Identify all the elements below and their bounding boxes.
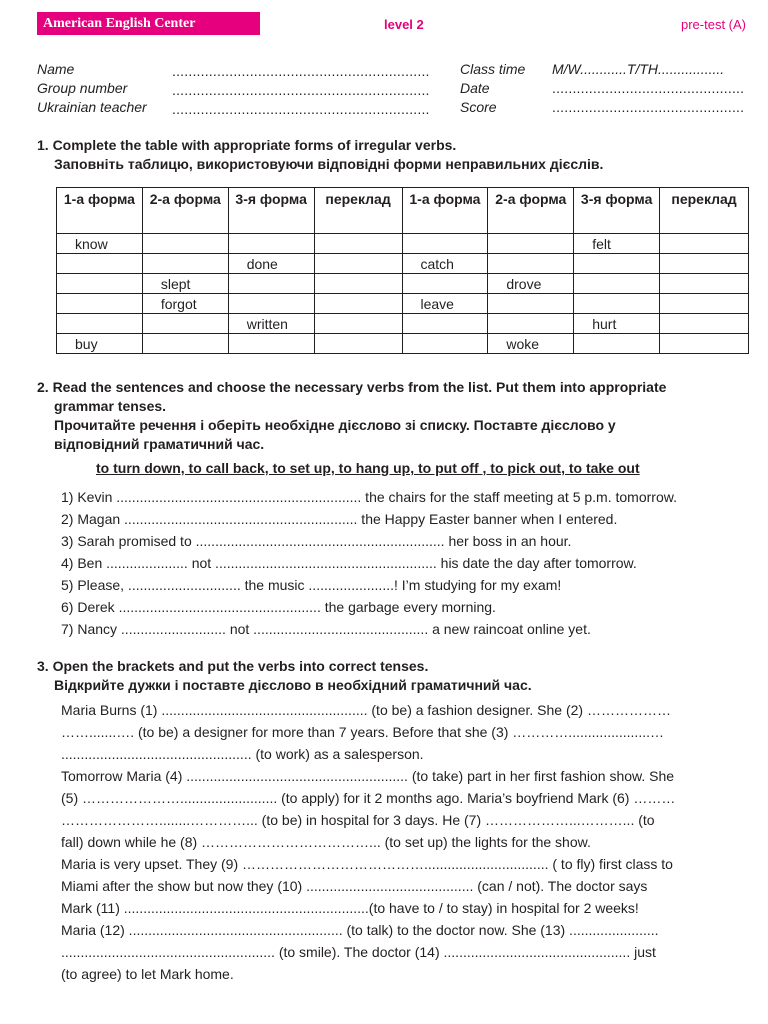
table-cell[interactable] — [57, 314, 143, 334]
text-line[interactable]: fall) down while he (8) ………………………………... (to set up) the lights for the show. — [61, 834, 591, 850]
column-header: переклад — [314, 188, 402, 234]
table-cell[interactable] — [574, 274, 660, 294]
column-header: 1-а форма — [402, 188, 488, 234]
task3-title-ua: Відкрийте дужки і поставте дієслово в необхідний граматичний час. — [54, 677, 532, 693]
table-row — [57, 234, 749, 254]
ukrainian-teacher-label: Ukrainian teacher — [37, 99, 147, 115]
table-cell: done — [228, 254, 314, 274]
test-label: pre-test (A) — [680, 17, 746, 32]
column-header: переклад — [660, 188, 749, 234]
table-cell[interactable] — [660, 294, 749, 314]
sentence-item[interactable]: 7) Nancy ........................... not ............................................. a new raincoat online yet. — [61, 621, 591, 637]
table-cell[interactable] — [660, 334, 749, 354]
info-left-labels — [37, 60, 147, 117]
table-cell[interactable] — [574, 294, 660, 314]
sentence-item[interactable]: 1) Kevin ............................................................... the chairs for the staff meeting at 5 p.m. tomorrow. — [61, 489, 677, 505]
text-line[interactable]: …………………........…………... (to be) in hospital for 3 days. He (7) ………………...………... (to — [61, 812, 655, 828]
name-label: Name — [37, 61, 75, 77]
info-right-labels — [460, 60, 525, 117]
sentence-item[interactable]: 4) Ben ..................... not ......................................................... his date the day after tomorrow. — [61, 555, 637, 571]
text-line[interactable]: (5) …………………......................... (to apply) for it 2 months ago. Maria’s boyfriend Mark (6) ……… — [61, 790, 676, 806]
table-cell[interactable] — [488, 254, 574, 274]
table-cell[interactable] — [228, 274, 314, 294]
task1-title-ua: Заповніть таблицю, використовуючи відповідні форми неправильних дієслів. — [54, 156, 604, 172]
group-number-label: Group number — [37, 80, 128, 96]
table-cell[interactable] — [488, 314, 574, 334]
text-line[interactable]: ................................................. (to work) as a salesperson. — [61, 746, 424, 762]
table-cell[interactable] — [228, 234, 314, 254]
class-time-label: Class time — [460, 61, 526, 77]
sentence-item[interactable]: 3) Sarah promised to ................................................................ her boss in an hour. — [61, 533, 572, 549]
task2-sentences — [61, 486, 677, 640]
column-header: 1-а форма — [57, 188, 143, 234]
task3-text — [61, 699, 675, 985]
group-number-blank[interactable]: ............................................................... — [172, 82, 430, 98]
phrasal-verb-list: to turn down, to call back, to set up, to hang up, to put off , to pick out, to take out — [96, 460, 640, 476]
score-label: Score — [460, 99, 497, 115]
table-header-row — [57, 188, 749, 234]
table-cell[interactable] — [660, 274, 749, 294]
text-line[interactable]: (to agree) to let Mark home. — [61, 966, 234, 982]
table-cell[interactable] — [488, 234, 574, 254]
table-cell: woke — [488, 334, 574, 354]
table-cell: written — [228, 314, 314, 334]
table-cell[interactable] — [142, 254, 228, 274]
table-cell: hurt — [574, 314, 660, 334]
task1-heading — [37, 136, 603, 174]
task3-heading — [37, 657, 532, 695]
level-label: level 2 — [384, 17, 424, 32]
table-cell[interactable] — [574, 254, 660, 274]
table-cell: felt — [574, 234, 660, 254]
table-cell[interactable] — [488, 294, 574, 314]
table-cell: forgot — [142, 294, 228, 314]
table-cell[interactable] — [314, 334, 402, 354]
table-cell[interactable] — [228, 294, 314, 314]
table-cell[interactable] — [314, 274, 402, 294]
text-line[interactable]: Maria (12) ....................................................... (to talk) to the doctor now. She (13) ....................... — [61, 922, 659, 938]
table-row — [57, 334, 749, 354]
verb-forms-table — [56, 187, 749, 354]
date-blank[interactable]: ............................................... — [552, 80, 745, 96]
table-cell[interactable] — [314, 314, 402, 334]
sentence-item[interactable]: 6) Derek .................................................... the garbage every morning. — [61, 599, 496, 615]
task2-title-en-1: 2. Read the sentences and choose the necessary verbs from the list. Put them into appropriate — [37, 379, 667, 395]
task2-heading — [37, 378, 666, 454]
table-cell[interactable] — [142, 234, 228, 254]
table-cell[interactable] — [314, 234, 402, 254]
table-cell: slept — [142, 274, 228, 294]
text-line[interactable]: Maria is very upset. They (9) …………………………………................................ ( to fly) first class to — [61, 856, 673, 872]
table-cell[interactable] — [660, 234, 749, 254]
table-cell[interactable] — [228, 334, 314, 354]
table-cell[interactable] — [402, 334, 488, 354]
text-line[interactable]: Miami after the show but now they (10) ........................................... (can / not). The doctor says — [61, 878, 648, 894]
name-blank[interactable]: ............................................................... — [172, 63, 430, 79]
text-line[interactable]: …….......…. (to be) a designer for more than 7 years. Before that she (3) ………….....................… — [61, 724, 664, 740]
table-cell[interactable] — [402, 314, 488, 334]
table-row — [57, 254, 749, 274]
sentence-item[interactable]: 5) Please, ............................. the music ......................! I’m studying for my exam! — [61, 577, 562, 593]
column-header: 3-я форма — [228, 188, 314, 234]
task2-title-ua-2: відповідний граматичний час. — [54, 436, 265, 452]
table-cell[interactable] — [142, 334, 228, 354]
table-row — [57, 314, 749, 334]
table-cell: know — [57, 234, 143, 254]
column-header: 2-а форма — [488, 188, 574, 234]
table-cell[interactable] — [574, 334, 660, 354]
table-cell[interactable] — [402, 234, 488, 254]
ukrainian-teacher-blank[interactable]: ............................................................... — [172, 101, 430, 117]
text-line[interactable]: Mark (11) ...............................................................(to have to / to stay) in hospital for 2 weeks! — [61, 900, 639, 916]
table-row — [57, 274, 749, 294]
table-cell: drove — [488, 274, 574, 294]
sentence-item[interactable]: 2) Magan ............................................................ the Happy Easter banner when I entered. — [61, 511, 618, 527]
task2-title-ua-1: Прочитайте речення і оберіть необхідне дієслово зі списку. Поставте дієслово у — [54, 417, 616, 433]
table-row — [57, 294, 749, 314]
text-line[interactable]: Tomorrow Maria (4) ......................................................... (to take) part in her first fashion show. She — [61, 768, 675, 784]
task3-title-en: 3. Open the brackets and put the verbs into correct tenses. — [37, 658, 429, 674]
table-cell[interactable] — [314, 254, 402, 274]
table-cell[interactable] — [660, 254, 749, 274]
table-cell: buy — [57, 334, 143, 354]
task1-title-en: 1. Complete the table with appropriate forms of irregular verbs. — [37, 137, 457, 153]
date-label: Date — [460, 80, 490, 96]
info-right-blanks — [552, 60, 744, 117]
score-blank[interactable]: ............................................... — [552, 99, 745, 115]
table-cell: leave — [402, 294, 488, 314]
table-cell[interactable] — [314, 294, 402, 314]
task2-title-en-2: grammar tenses. — [54, 398, 167, 414]
text-line[interactable]: ....................................................... (to smile). The doctor (14) ................................................ just — [61, 944, 656, 960]
table-cell[interactable] — [142, 314, 228, 334]
table-cell[interactable] — [57, 274, 143, 294]
class-time-blank[interactable]: M/W............T/TH................. — [552, 61, 725, 77]
table-cell[interactable] — [660, 314, 749, 334]
column-header: 2-а форма — [142, 188, 228, 234]
table-cell: catch — [402, 254, 488, 274]
column-header: 3-я форма — [574, 188, 660, 234]
info-left-blanks — [172, 62, 430, 119]
table-cell[interactable] — [57, 294, 143, 314]
table-cell[interactable] — [402, 274, 488, 294]
text-line[interactable]: Maria Burns (1) ..................................................... (to be) a fashion designer. She (2) ……………… — [61, 702, 671, 718]
school-brand: American English Center — [37, 12, 260, 35]
table-cell[interactable] — [57, 254, 143, 274]
